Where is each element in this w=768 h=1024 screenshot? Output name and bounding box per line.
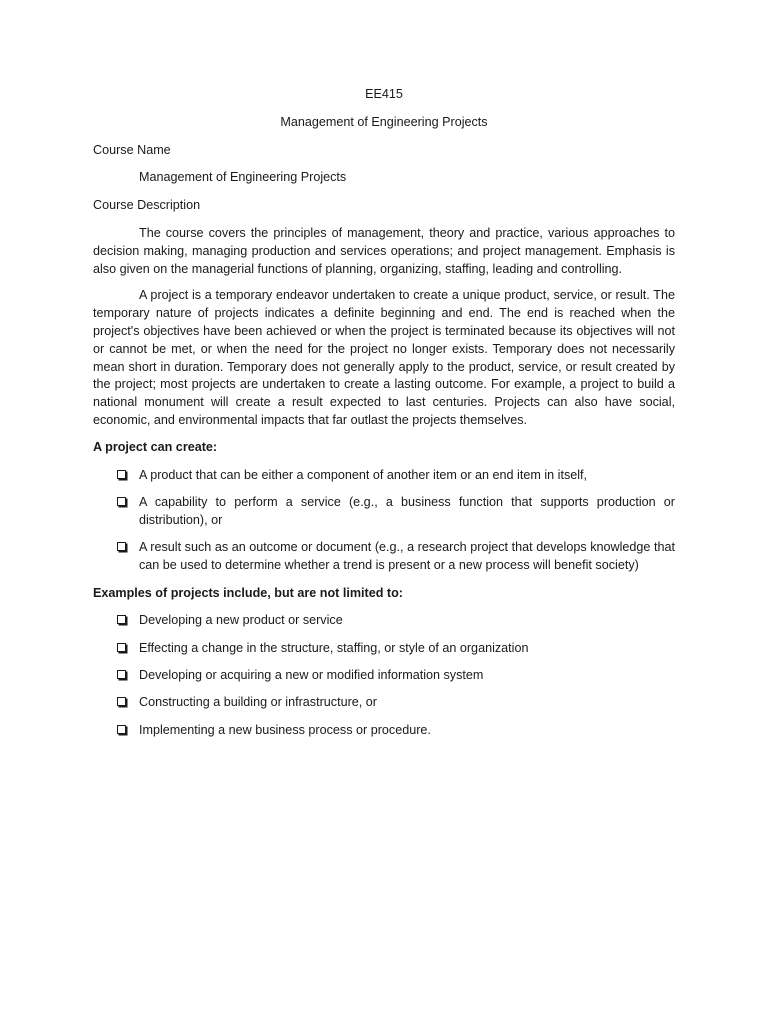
course-title: Management of Engineering Projects: [280, 114, 488, 129]
list-item: [93, 612, 675, 630]
checkbox-bullet-icon: [117, 470, 126, 479]
list-item-text: Constructing a building or infrastructure, or: [139, 695, 377, 710]
create-heading: A project can create:: [93, 439, 218, 454]
list-item: [93, 694, 675, 712]
course-code: EE415: [365, 87, 403, 101]
project-definition-paragraph: A project is a temporary endeavor undertaken to create a unique product, service, or result. The temporary nature of projects indicates a definite beginning and end. The end is reached when the project's objectives have been achieved or when the project is terminated because its objectives will not or cannot be met, or when the need for the project no longer exists. Temporary does not necessarily mean short in duration. Temporary does not generally apply to the product, service, or result created by the project; most projects are undertaken to create a lasting outcome. For example, a project to build a national monument will create a result expected to last centuries. Projects can also have social, economic, and environmental impacts that far outlast the projects themselves.: [93, 288, 675, 427]
checkbox-bullet-icon: [117, 643, 126, 652]
checkbox-bullet-icon: [117, 615, 126, 624]
list-item-text: A product that can be either a component of another item or an end item in itself,: [139, 467, 588, 482]
course-description-label: Course Description: [93, 198, 201, 213]
list-item-text: A capability to perform a service (e.g., a business function that supports production or distribution), or: [139, 494, 675, 527]
list-item-text: Effecting a change in the structure, staffing, or style of an organization: [139, 640, 529, 655]
document-body: [93, 86, 675, 749]
list-item: [93, 467, 675, 485]
checkbox-bullet-icon: [117, 697, 126, 706]
examples-list: [93, 612, 675, 739]
list-item-text: A result such as an outcome or document (e.g., a research project that develops knowledge that can be used to determine whether a trend is present or a new process will benefit society): [139, 539, 675, 572]
description-paragraph: The course covers the principles of management, theory and practice, various approaches to decision making, managing production and services operations; and project management. Emphasis is also given on the managerial functions of planning, organizing, staffing, leading and controlling.: [93, 225, 675, 276]
list-item: [93, 667, 675, 685]
list-item-text: Developing a new product or service: [139, 613, 343, 628]
course-name-label: Course Name: [93, 142, 171, 157]
create-list: [93, 467, 675, 575]
list-item: [93, 722, 675, 740]
course-name-value: Management of Engineering Projects: [139, 170, 347, 185]
examples-heading: Examples of projects include, but are not limited to:: [93, 585, 403, 600]
list-item-text: Developing or acquiring a new or modified information system: [139, 667, 484, 682]
checkbox-bullet-icon: [117, 542, 126, 551]
list-item: [93, 539, 675, 575]
list-item-text: Implementing a new business process or procedure.: [139, 722, 431, 737]
list-item: [93, 640, 675, 658]
checkbox-bullet-icon: [117, 725, 126, 734]
checkbox-bullet-icon: [117, 497, 126, 506]
checkbox-bullet-icon: [117, 670, 126, 679]
list-item: [93, 494, 675, 530]
